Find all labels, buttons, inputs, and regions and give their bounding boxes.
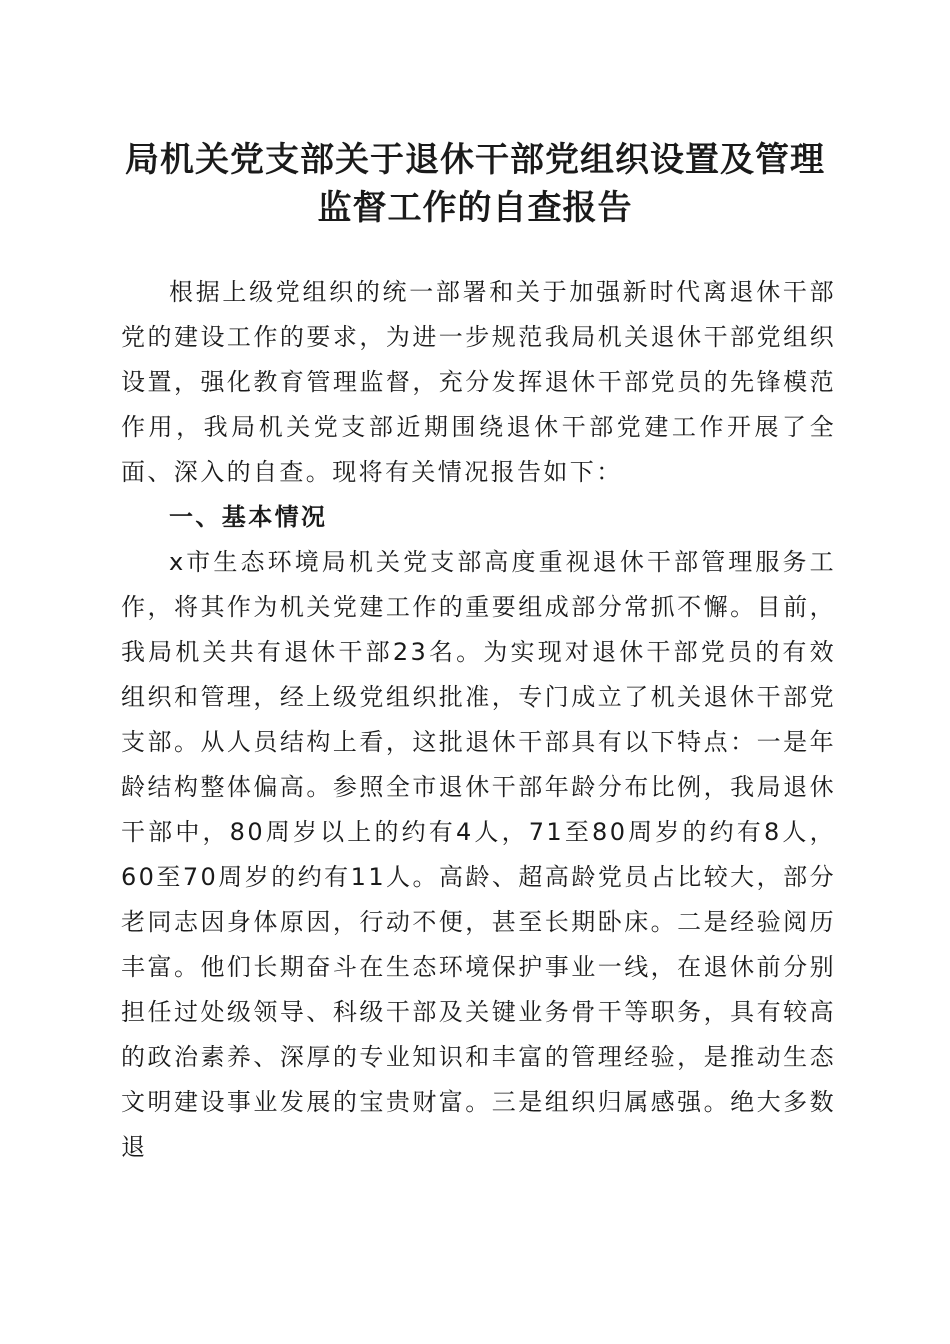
document-title-line-1: 局机关党支部关于退休干部党组织设置及管理 [125,140,825,180]
intro-paragraph: 根据上级党组织的统一部署和关于加强新时代离退休干部党的建设工作的要求，为进一步规范我局机关退休干部党组织设置，强化教育管理监督，充分发挥退休干部党员的先锋模范作用，我局机关党支部近期围绕退休干部党建工作开展了全面、深入的自查。现将有关情况报告如下： [121,278,836,486]
section-1-paragraph: x市生态环境局机关党支部高度重视退休干部管理服务工作，将其作为机关党建工作的重要组成部分常抓不懈。目前，我局机关共有退休干部23名。为实现对退休干部党员的有效组织和管理，经上级党组织批准，专门成立了机关退休干部党支部。从人员结构上看，这批退休干部具有以下特点：一是年龄结构整体偏高。参照全市退休干部年龄分布比例，我局退休干部中，80周岁以上的约有4人，71至80周岁的约有8人，60至70周岁的约有11人。高龄、超高龄党员占比较大，部分老同志因身体原因，行动不便，甚至长期卧床。二是经验阅历丰富。他们长期奋斗在生态环境保护事业一线，在退休前分别担任过处级领导、科级干部及关键业务骨干等职务，具有较高的政治素养、深厚的专业知识和丰富的管理经验，是推动生态文明建设事业发展的宝贵财富。三是组织归属感强。绝大多数退 [121,548,836,1161]
section-1-heading: 一、基本情况 [169,503,328,531]
document-title-line-2: 监督工作的自查报告 [317,188,633,228]
document-body [121,270,836,1170]
